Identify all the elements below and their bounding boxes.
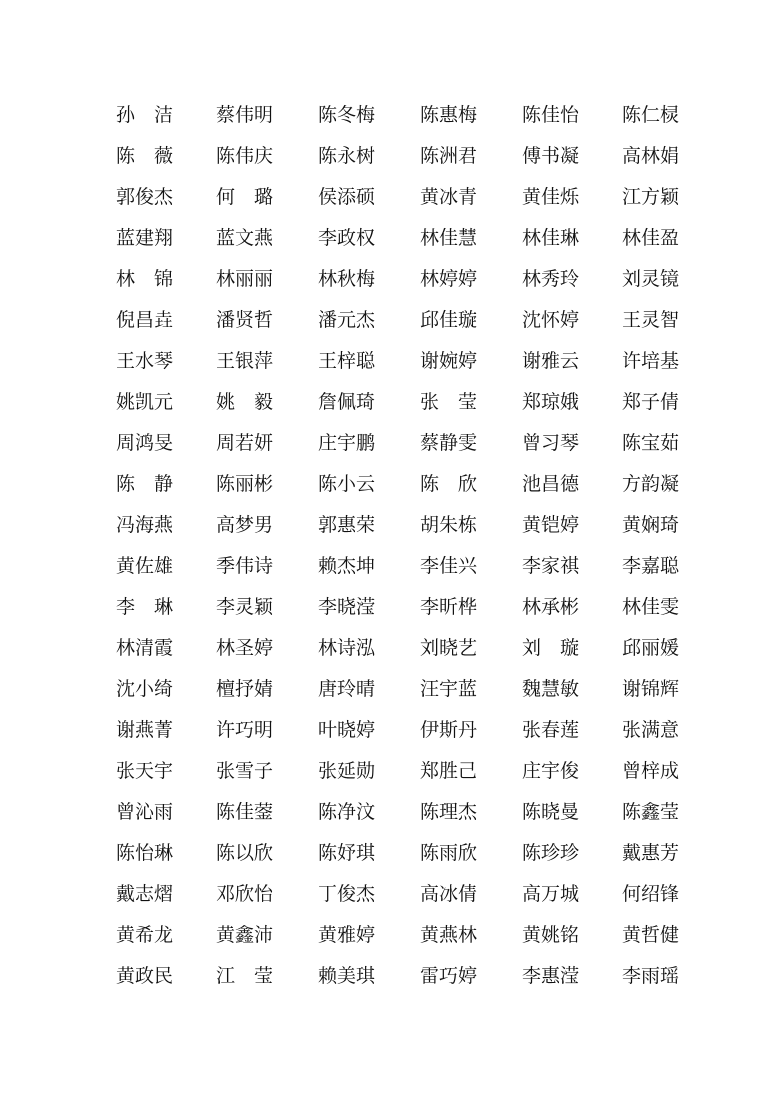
name-entry: 王灵智: [622, 309, 680, 331]
name-entry: 蔡伟明: [216, 104, 274, 126]
name-entry: 陈妤琪: [318, 842, 376, 864]
name-entry: 汪宇蓝: [420, 678, 478, 700]
name-entry: 江方颖: [622, 186, 680, 208]
name-entry: 张天宇: [116, 760, 174, 782]
name-entry: 李家祺: [522, 555, 580, 577]
name-entry: 江 莹: [216, 965, 274, 987]
name-entry: 林圣婷: [216, 637, 274, 659]
name-entry: 姚 毅: [216, 391, 274, 413]
name-entry: 李惠滢: [522, 965, 580, 987]
name-entry: 许巧明: [216, 719, 274, 741]
name-entry: 伊斯丹: [420, 719, 478, 741]
name-entry: 张延勋: [318, 760, 376, 782]
name-entry: 陈 薇: [116, 145, 174, 167]
name-entry: 黄哲健: [622, 924, 680, 946]
name-entry: 李灵颖: [216, 596, 274, 618]
name-entry: 姚凯元: [116, 391, 174, 413]
name-entry: 蓝文燕: [216, 227, 274, 249]
name-entry: 张满意: [622, 719, 680, 741]
name-entry: 黄佐雄: [116, 555, 174, 577]
name-entry: 高梦男: [216, 514, 274, 536]
name-entry: 曾习琴: [522, 432, 580, 454]
name-entry: 陈小云: [318, 473, 376, 495]
name-entry: 魏慧敏: [522, 678, 580, 700]
name-entry: 胡朱栋: [420, 514, 478, 536]
name-entry: 戴志熠: [116, 883, 174, 905]
name-entry: 李 琳: [116, 596, 174, 618]
name-entry: 方韵凝: [622, 473, 680, 495]
name-entry: 王梓聪: [318, 350, 376, 372]
name-entry: 邱佳璇: [420, 309, 478, 331]
name-entry: 戴惠芳: [622, 842, 680, 864]
name-entry: 孙 洁: [116, 104, 174, 126]
name-entry: 沈怀婷: [522, 309, 580, 331]
name-entry: 陈晓曼: [522, 801, 580, 823]
name-entry: 林秋梅: [318, 268, 376, 290]
name-entry: 陈惠梅: [420, 104, 478, 126]
name-entry: 詹佩琦: [318, 391, 376, 413]
name-entry: 陈怡琳: [116, 842, 174, 864]
name-entry: 李晓滢: [318, 596, 376, 618]
name-entry: 李昕桦: [420, 596, 478, 618]
name-entry: 林清霞: [116, 637, 174, 659]
name-entry: 张春莲: [522, 719, 580, 741]
name-entry: 刘晓艺: [420, 637, 478, 659]
name-entry: 潘元杰: [318, 309, 376, 331]
name-entry: 刘 璇: [522, 637, 580, 659]
name-entry: 唐玲晴: [318, 678, 376, 700]
name-entry: 曾沁雨: [116, 801, 174, 823]
name-entry: 林佳雯: [622, 596, 680, 618]
name-entry: 陈伟庆: [216, 145, 274, 167]
name-entry: 林丽丽: [216, 268, 274, 290]
name-entry: 陈珍珍: [522, 842, 580, 864]
name-entry: 陈佳怡: [522, 104, 580, 126]
name-entry: 黄冰青: [420, 186, 478, 208]
name-entry: 王银萍: [216, 350, 274, 372]
name-entry: 黄希龙: [116, 924, 174, 946]
name-entry: 郭惠荣: [318, 514, 376, 536]
name-entry: 庄宇俊: [522, 760, 580, 782]
name-entry: 傅书凝: [522, 145, 580, 167]
name-entry: 叶晓婷: [318, 719, 376, 741]
name-entry: 谢雅云: [522, 350, 580, 372]
name-entry: 林承彬: [522, 596, 580, 618]
name-entry: 陈 欣: [420, 473, 478, 495]
name-entry: 蓝建翔: [116, 227, 174, 249]
name-entry: 侯添硕: [318, 186, 376, 208]
name-entry: 黄政民: [116, 965, 174, 987]
name-entry: 黄佳烁: [522, 186, 580, 208]
name-entry: 黄鑫沛: [216, 924, 274, 946]
name-entry: 陈永树: [318, 145, 376, 167]
name-entry: 林 锦: [116, 268, 174, 290]
name-entry: 陈冬梅: [318, 104, 376, 126]
name-entry: 郑琼娥: [522, 391, 580, 413]
name-entry: 林婷婷: [420, 268, 478, 290]
name-entry: 蔡静雯: [420, 432, 478, 454]
name-entry: 曾梓成: [622, 760, 680, 782]
name-entry: 陈理杰: [420, 801, 478, 823]
name-entry: 庄宇鹏: [318, 432, 376, 454]
name-entry: 赖美琪: [318, 965, 376, 987]
name-entry: 黄姚铭: [522, 924, 580, 946]
name-entry: 何绍锋: [622, 883, 680, 905]
name-entry: 李雨瑶: [622, 965, 680, 987]
name-entry: 黄娴琦: [622, 514, 680, 536]
name-entry: 丁俊杰: [318, 883, 376, 905]
name-entry: 周鸿旻: [116, 432, 174, 454]
name-entry: 陈佳蓥: [216, 801, 274, 823]
name-entry: 陈仁棂: [622, 104, 680, 126]
name-entry: 谢锦辉: [622, 678, 680, 700]
name-entry: 高冰倩: [420, 883, 478, 905]
name-entry: 何 璐: [216, 186, 274, 208]
name-entry: 陈净汶: [318, 801, 376, 823]
name-entry: 赖杰坤: [318, 555, 376, 577]
name-entry: 林佳盈: [622, 227, 680, 249]
name-entry: 陈以欣: [216, 842, 274, 864]
name-entry: 郑子倩: [622, 391, 680, 413]
name-entry: 雷巧婷: [420, 965, 478, 987]
name-entry: 邱丽媛: [622, 637, 680, 659]
name-entry: 林秀玲: [522, 268, 580, 290]
name-entry: 倪昌垚: [116, 309, 174, 331]
name-entry: 季伟诗: [216, 555, 274, 577]
name-entry: 王水琴: [116, 350, 174, 372]
name-entry: 张 莹: [420, 391, 478, 413]
name-entry: 李嘉聪: [622, 555, 680, 577]
name-entry: 黄燕林: [420, 924, 478, 946]
name-entry: 高林娟: [622, 145, 680, 167]
name-entry: 陈宝茹: [622, 432, 680, 454]
name-entry: 郑胜己: [420, 760, 478, 782]
name-entry: 陈雨欣: [420, 842, 478, 864]
name-entry: 陈 静: [116, 473, 174, 495]
name-entry: 李佳兴: [420, 555, 478, 577]
name-entry: 李政权: [318, 227, 376, 249]
name-entry: 林佳琳: [522, 227, 580, 249]
name-entry: 檀抒婧: [216, 678, 274, 700]
name-entry: 谢燕菁: [116, 719, 174, 741]
name-entry: 黄铠婷: [522, 514, 580, 536]
name-entry: 陈丽彬: [216, 473, 274, 495]
name-entry: 黄雅婷: [318, 924, 376, 946]
name-entry: 谢婉婷: [420, 350, 478, 372]
name-entry: 林佳慧: [420, 227, 478, 249]
name-entry: 刘灵镜: [622, 268, 680, 290]
name-entry: 潘贤哲: [216, 309, 274, 331]
name-entry: 周若妍: [216, 432, 274, 454]
name-entry: 高万城: [522, 883, 580, 905]
name-entry: 林诗泓: [318, 637, 376, 659]
name-entry: 张雪子: [216, 760, 274, 782]
name-entry: 许培基: [622, 350, 680, 372]
name-entry: 沈小绮: [116, 678, 174, 700]
name-entry: 池昌德: [522, 473, 580, 495]
name-entry: 陈洲君: [420, 145, 478, 167]
name-entry: 冯海燕: [116, 514, 174, 536]
name-entry: 郭俊杰: [116, 186, 174, 208]
name-entry: 邓欣怡: [216, 883, 274, 905]
name-entry: 陈鑫莹: [622, 801, 680, 823]
